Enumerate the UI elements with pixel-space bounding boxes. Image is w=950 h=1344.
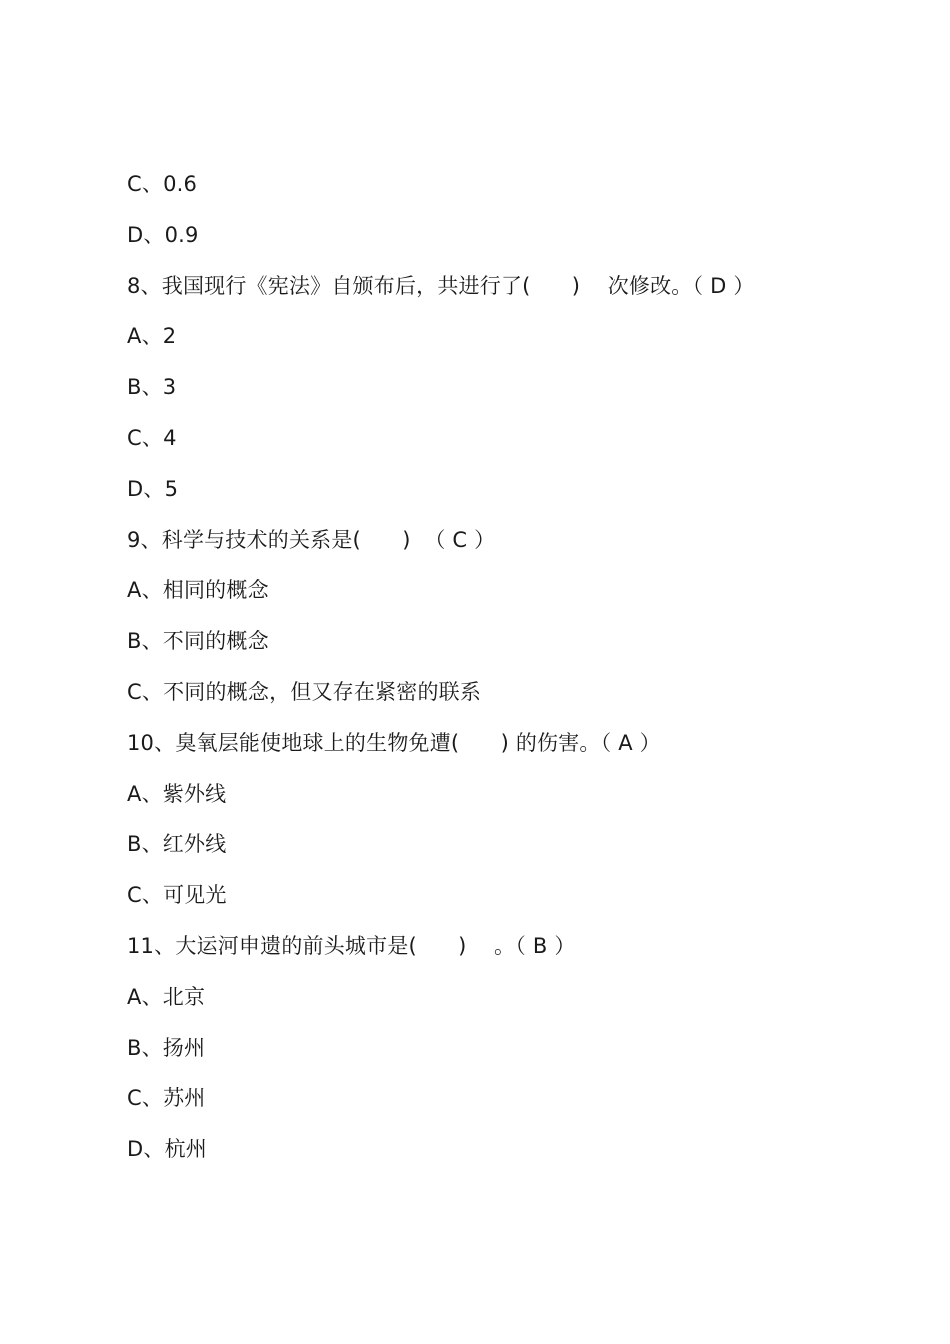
question-line: 10、臭氧层能使地球上的生物免遭( ) 的伤害。（ A ） — [127, 730, 661, 755]
option-line: C、苏州 — [127, 1086, 206, 1111]
option-line: C、不同的概念，但又存在紧密的联系 — [127, 679, 482, 704]
option-line: C、4 — [127, 425, 177, 450]
question-list — [127, 166, 887, 1182]
option-line: B、不同的概念 — [127, 629, 269, 654]
question-line: 8、我国现行《宪法》自颁布后，共进行了( ) 次修改。（ D ） — [127, 273, 755, 298]
option-line: B、红外线 — [127, 832, 227, 857]
option-line: A、紫外线 — [127, 781, 227, 806]
option-line: D、5 — [127, 476, 179, 501]
option-line: D、杭州 — [127, 1137, 207, 1162]
option-line: B、扬州 — [127, 1035, 206, 1060]
option-line: A、2 — [127, 324, 177, 349]
question-line: 11、大运河申遗的前头城市是( ) 。（ B ） — [127, 933, 576, 958]
option-line: A、北京 — [127, 984, 206, 1009]
option-line: B、3 — [127, 375, 177, 400]
question-line: 9、科学与技术的关系是( ) （ C ） — [127, 527, 496, 552]
option-line: C、0.6 — [127, 172, 198, 196]
option-line: C、可见光 — [127, 883, 227, 908]
option-line: A、相同的概念 — [127, 578, 269, 603]
option-line: D、0.9 — [127, 222, 199, 247]
